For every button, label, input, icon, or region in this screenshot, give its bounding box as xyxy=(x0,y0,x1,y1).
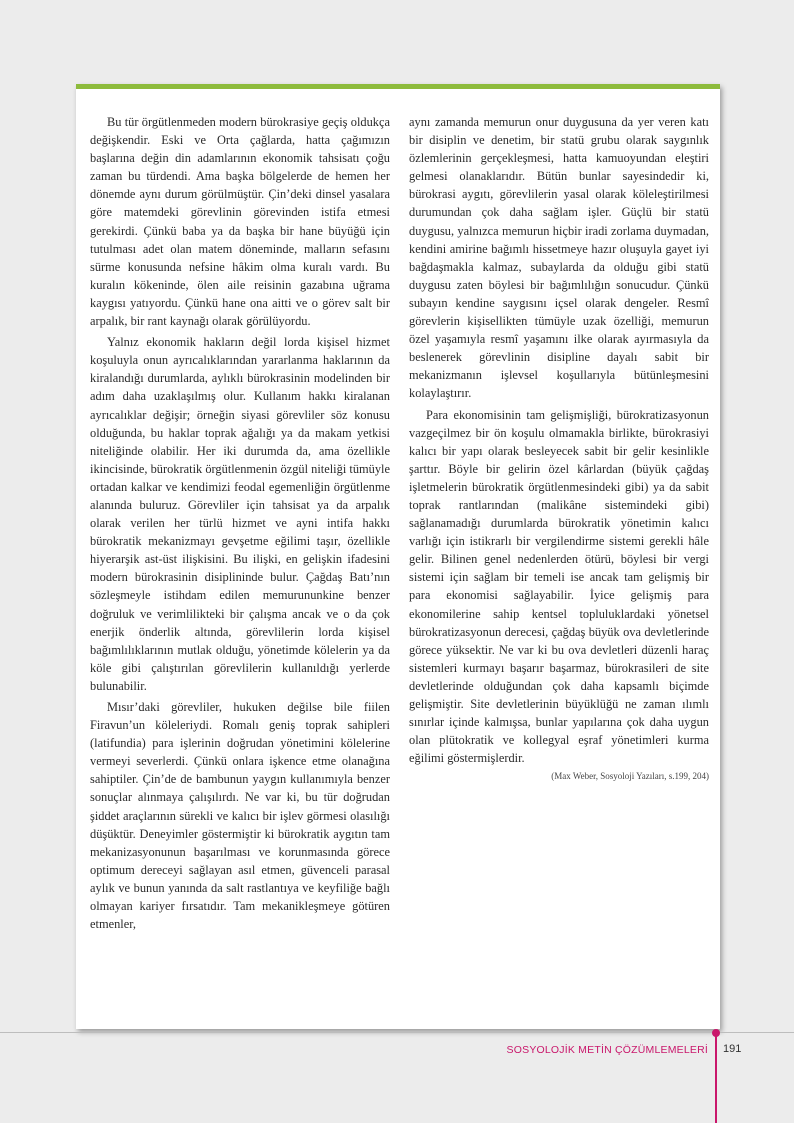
page-marker-dot xyxy=(712,1029,720,1037)
paragraph: aynı zamanda memurun onur duygusuna da yer veren katı bir disiplin ve denetim, bir statü grubu olarak saygınlık özlemlerinin gerçekleşmesi, hatta kamuoyundan eleştiri gelmesi olanaklarıdır. Bütün bunlar sayesindedir ki, bürokrasi aygıtı, görevlilerin yasal olarak köleleştirilmesi durumundan çok daha sağlam işler. Güçlü bir statü duygusu, yalnızca memurun hiçbir iradi zorlama duymadan, kendini amirine bağımlı hissetmeye hazır oluşuyla gayet iyi bağdaşmakla kalmaz, subaylarda da olduğu gibi statü duygusu zaten böylesi bir bağımlılığın sonucudur. Çünkü subayın kendine saygısını içsel olarak dengeler. Resmî görevlerin kişisellikten tümüyle uzak özelliği, memurun özel yaşamıyla resmî yaşamını ilke olarak ayırmasıyla da beslenerek görevlinin disipline dayalı sabit bir mekanizmanın işlevsel koşullarıyla bütünleşmesini kolaylaştırır. xyxy=(409,115,709,401)
article-card xyxy=(76,84,720,1029)
right-column xyxy=(409,113,709,782)
paragraph: Mısır’daki görevliler, hukuken değilse bile fiilen Firavun’un köleleriydi. Romalı geniş toprak sahipleri (latifundia) para işlerinin doğrudan yönetimini kölelerine vermeyi severlerdi. Çünkü onlara işkence etme olanağına sahiptiler. Çin’de de bambunun yaygın kullanımıyla benzer sonuçlar alınmaya çalışılırdı. Ne var ki, bu tür doğrudan şiddet araçlarının sürekli ve kalıcı bir işlev görmesi olasılığı düşüktür. Deneyimler göstermiştir ki bürokratik aygıtın tam mekanizasyonunun başarılması ve korunmasında görece optimum dereceyi sağlayan asıl etmen, güvenceli parasal aylık ve bunun yanında da salt rastlantıya ve keyfiliğe bağlı olmayan kariyer fırsatıdır. Tam mekanikleşmeye götüren etmenler, xyxy=(90,700,390,932)
footer-divider xyxy=(0,1032,794,1033)
running-footer-title: SOSYOLOJİK METİN ÇÖZÜMLEMELERİ xyxy=(506,1044,708,1056)
citation: (Max Weber, Sosyoloji Yazıları, s.199, 204) xyxy=(551,771,709,782)
page-number: 191 xyxy=(723,1043,742,1055)
paragraph: Bu tür örgütlenmeden modern bürokrasiye geçiş oldukça değişkendir. Eski ve Orta çağlarda, hatta çağımızın başlarına değin din adamlarının ekonomik tahsisatı çoğu zaman bu türdendi. Ama başka bölgelerde de hemen her dönemde aynı durum görülmüştür. Çin’deki dinsel yasalara göre matemdeki görevlinin görevinden istifa etmesi gerekirdi. Çünkü baba ya da başka bir hane büyüğü için tutulması adet olan matem döneminde, malların sefasını sürme konusunda nefsine hâkim olma kuralı vardı. Bu kuralın kökeninde, ölen aile reisinin gazabına uğrama kaygısı yatıyordu. Çünkü hane ona aitti ve o görev salt bir arpalık, bir rant kaynağı olarak görülüyordu. xyxy=(90,115,390,329)
paragraph: Yalnız ekonomik hakların değil lorda kişisel hizmet koşuluyla onun ayrıcalıklarından yararlanma haklarının da kiralandığı durumlarda, aylıklı bürokrasinin modelinden bir adım daha uzaklaşılmış olur. Kullanım hakkı kiralanan ayrıcalıklar değişir; örneğin siyasi görevliler söz konusu olduğunda, bu haklar toprak ağalığı ya da makam yetkisi niteliğinde olabilir. Her iki durumda da, ama özellikle ikincisinde, bürokratik örgütlenmenin özgül niteliği tümüyle ortadan kalkar ve kendimizi feodal egemenliğin örgütlenme alanında buluruz. Görevliler için tahsisat ya da arpalık olarak verilen her türlü hizmet ve ayni intifa hakkı bürokratik mekanizmayı gevşetme eğilimi taşır, özellikle hiyerarşik ast-üst ilişkisini. Bu ilişki, en gelişkin ifadesini modern bürokrasinin disiplininde bulur. Çağdaş Batı’nın sözleşmeyle istihdam edilen memurununkine benzer doğruluk ve verimlilikteki bir çalışma ancak ve o da çok enerjik önderlik altında, görevlilerin lorda kişisel bağımlılıklarının mutlak olduğu, yönetimde kölelerin ya da köle gibi çalıştırılan görevlilerin kullanıldığı yerlerde bulunabilir. xyxy=(90,335,390,693)
paragraph: Para ekonomisinin tam gelişmişliği, bürokratizasyonun vazgeçilmez bir ön koşulu olmamakla birlikte, bürokrasiyi kalıcı bir yapı olarak besleyecek sabit bir gelir kesinlikle şarttır. Böyle bir gelirin özel kârlardan (büyük çağdaş işletmelerin bürokratik örgütlenmesindeki gibi) ya da sabit toprak rantlarından (malikâne sistemindeki gibi) sağlanamadığı durumlarda bürokratik yönetimin kalıcı varlığı için istikrarlı bir vergilendirme sistemi gerekli hâle gelir. Bilinen genel nedenlerden ötürü, böylesi bir vergi sistemi için sağlam bir temeli ise ancak tam gelişmiş bir para ekonomisi sağlayabilir. İyice gelişmiş para ekonomilerine sahip kentsel topluluklardaki yönetsel bürokratizasyonun derecesi, çağdaş büyük ova devletlerinde görece yüksektir. Ne var ki bu ova devletleri düzenli haraç sistemleri kurmayı başarır başarmaz, bürokrasileri de site devletlerinde olduğundan çok daha kapsamlı biçimde gelişmiştir. Site devletlerinin büyüklüğü ne zaman ılımlı sınırlar içinde kalmışsa, bunlar yapılarına çok daha uygun olan plütokratik ve kollegyal eşraf yönetimleri kurma eğilimi göstermişlerdir. xyxy=(409,407,709,766)
left-column xyxy=(90,113,390,936)
page-marker-line xyxy=(715,1033,717,1123)
